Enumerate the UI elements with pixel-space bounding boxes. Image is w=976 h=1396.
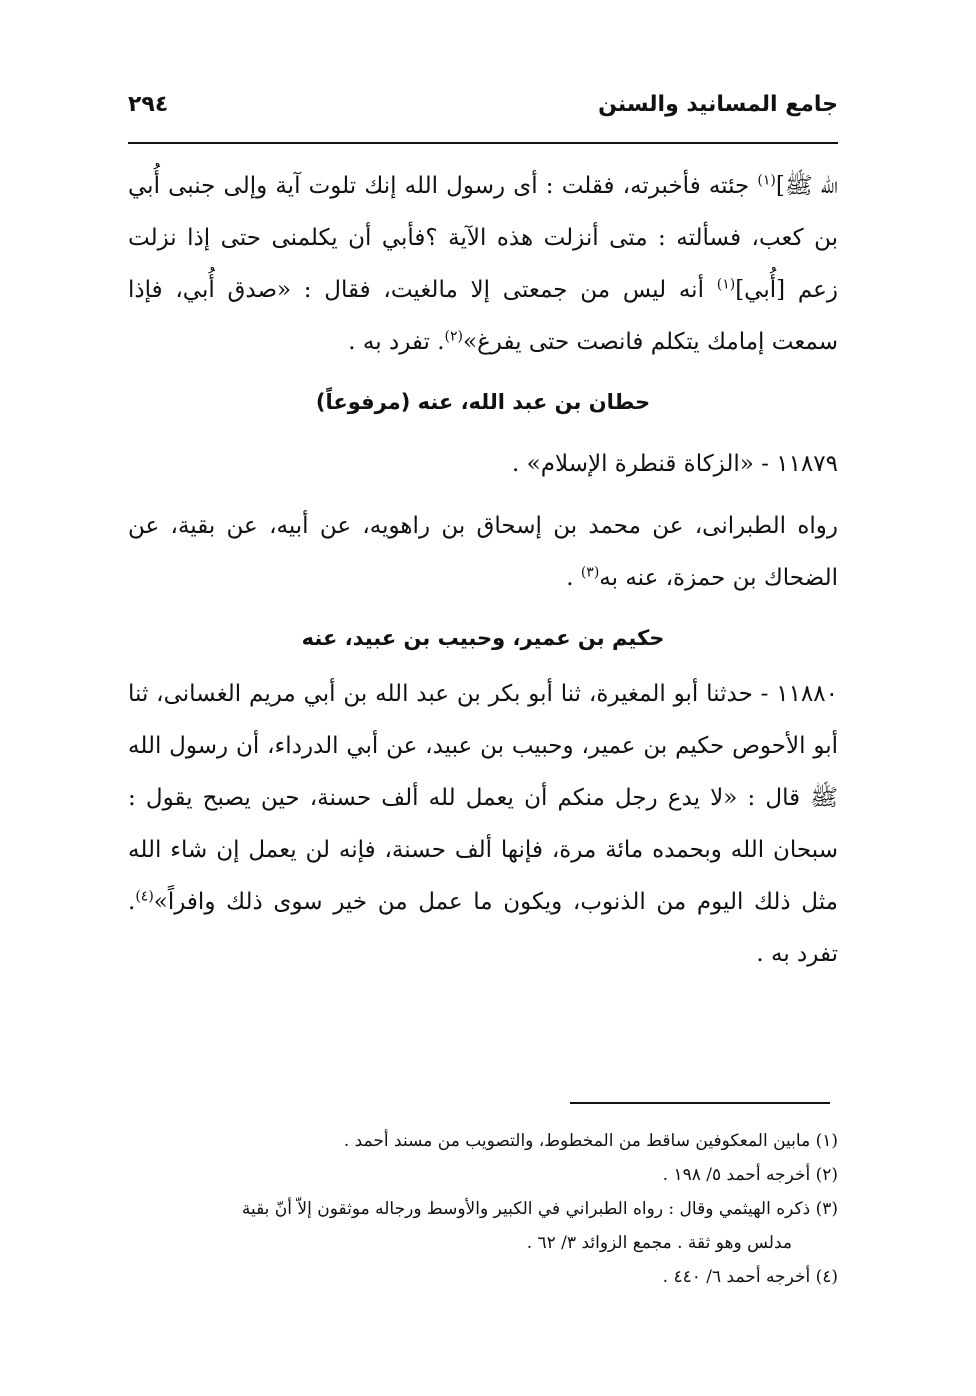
footnote-ref-3: (٣) [580, 564, 600, 581]
footnote-2: (٢) أخرجه أحمد ٥/ ١٩٨ . [662, 1165, 838, 1185]
footnotes [118, 1124, 838, 1294]
para3-end: . تفرد به . [128, 889, 838, 967]
header-rule [128, 142, 838, 144]
paragraph-3 [128, 668, 838, 980]
footnote-ref-1b: (١) [716, 276, 736, 293]
para2-end: . [566, 565, 581, 591]
running-header [128, 92, 838, 117]
section-heading-2: حكيم بن عمير، وحبيب بن عبيد، عنه [301, 626, 665, 650]
footnote-ref-1: (١) [757, 172, 776, 189]
main-text [128, 160, 838, 980]
paragraph-2 [128, 500, 838, 604]
footnote-ref-2: (٢) [444, 328, 464, 345]
footnote-ref-4: (٤) [135, 888, 154, 905]
para3-text: ١١٨٨٠ - حدثنا أبو المغيرة، ثنا أبو بكر بن عبد الله بن أبي مريم الغسانى، ثنا أبو الأحوص حكيم بن عمير، وحبيب بن عبيد، عن أبي الدرداء، أن رسول الله ﷺ قال : «لا يدع رجل منكم أن يعمل لله ألف حسنة، حين يصبح يقول : سبحان الله وبحمده مائة مرة، فإنها ألف حسنة، فإنه لن يعمل إن شاء الله مثل ذلك اليوم من الذنوب، ويكون ما عمل من خير سوى ذلك وافراً» [128, 681, 838, 915]
footnote-4: (٤) أخرجه أحمد ٦/ ٤٤٠ . [662, 1267, 838, 1287]
footnote-rule [570, 1102, 830, 1104]
para1-part4: . تفرد به . [348, 329, 445, 355]
section-heading-1: حطان بن عبد الله، عنه (مرفوعاً) [315, 390, 651, 414]
footnote-3-continued: مدلس وهو ثقة . مجمع الزوائد ٣/ ٦٢ . [526, 1233, 792, 1253]
footnote-3: (٣) ذكره الهيثمي وقال : رواه الطبراني في الكبير والأوسط ورجاله موثقون إلاّ أنّ بقية [241, 1199, 838, 1219]
para1-part2: جئته فأخبرته، فقلت : أى رسول الله إنك تلوت آية وإلى جنبى أُبي بن كعب، فسألته : متى أنزلت هذه الآية ؟فأبي أن يكلمنى حتى إذا نزلت زعم [أُبي] [128, 173, 839, 303]
hadith-11879: ١١٨٧٩ - «الزكاة قنطرة الإسلام» . [512, 451, 838, 477]
footnote-1: (١) مابين المعكوفين ساقط من المخطوط، والتصويب من مسند أحمد . [343, 1131, 838, 1151]
para1-part1: الله ﷺ] [775, 173, 838, 199]
book-title: جامع المسانيد والسنن [598, 92, 838, 117]
paragraph-1 [128, 160, 838, 368]
para2-text: رواه الطبرانى، عن محمد بن إسحاق بن راهويه، عن أبيه، عن بقية، عن الضحاك بن حمزة، عنه به [128, 513, 838, 591]
page-number: ٢٩٤ [128, 92, 169, 117]
para1-part3: أنه ليس من جمعتى إلا مالغيت، فقال : «صدق أُبي، فإذا سمعت إمامك يتكلم فانصت حتى يفرغ» [128, 277, 838, 355]
